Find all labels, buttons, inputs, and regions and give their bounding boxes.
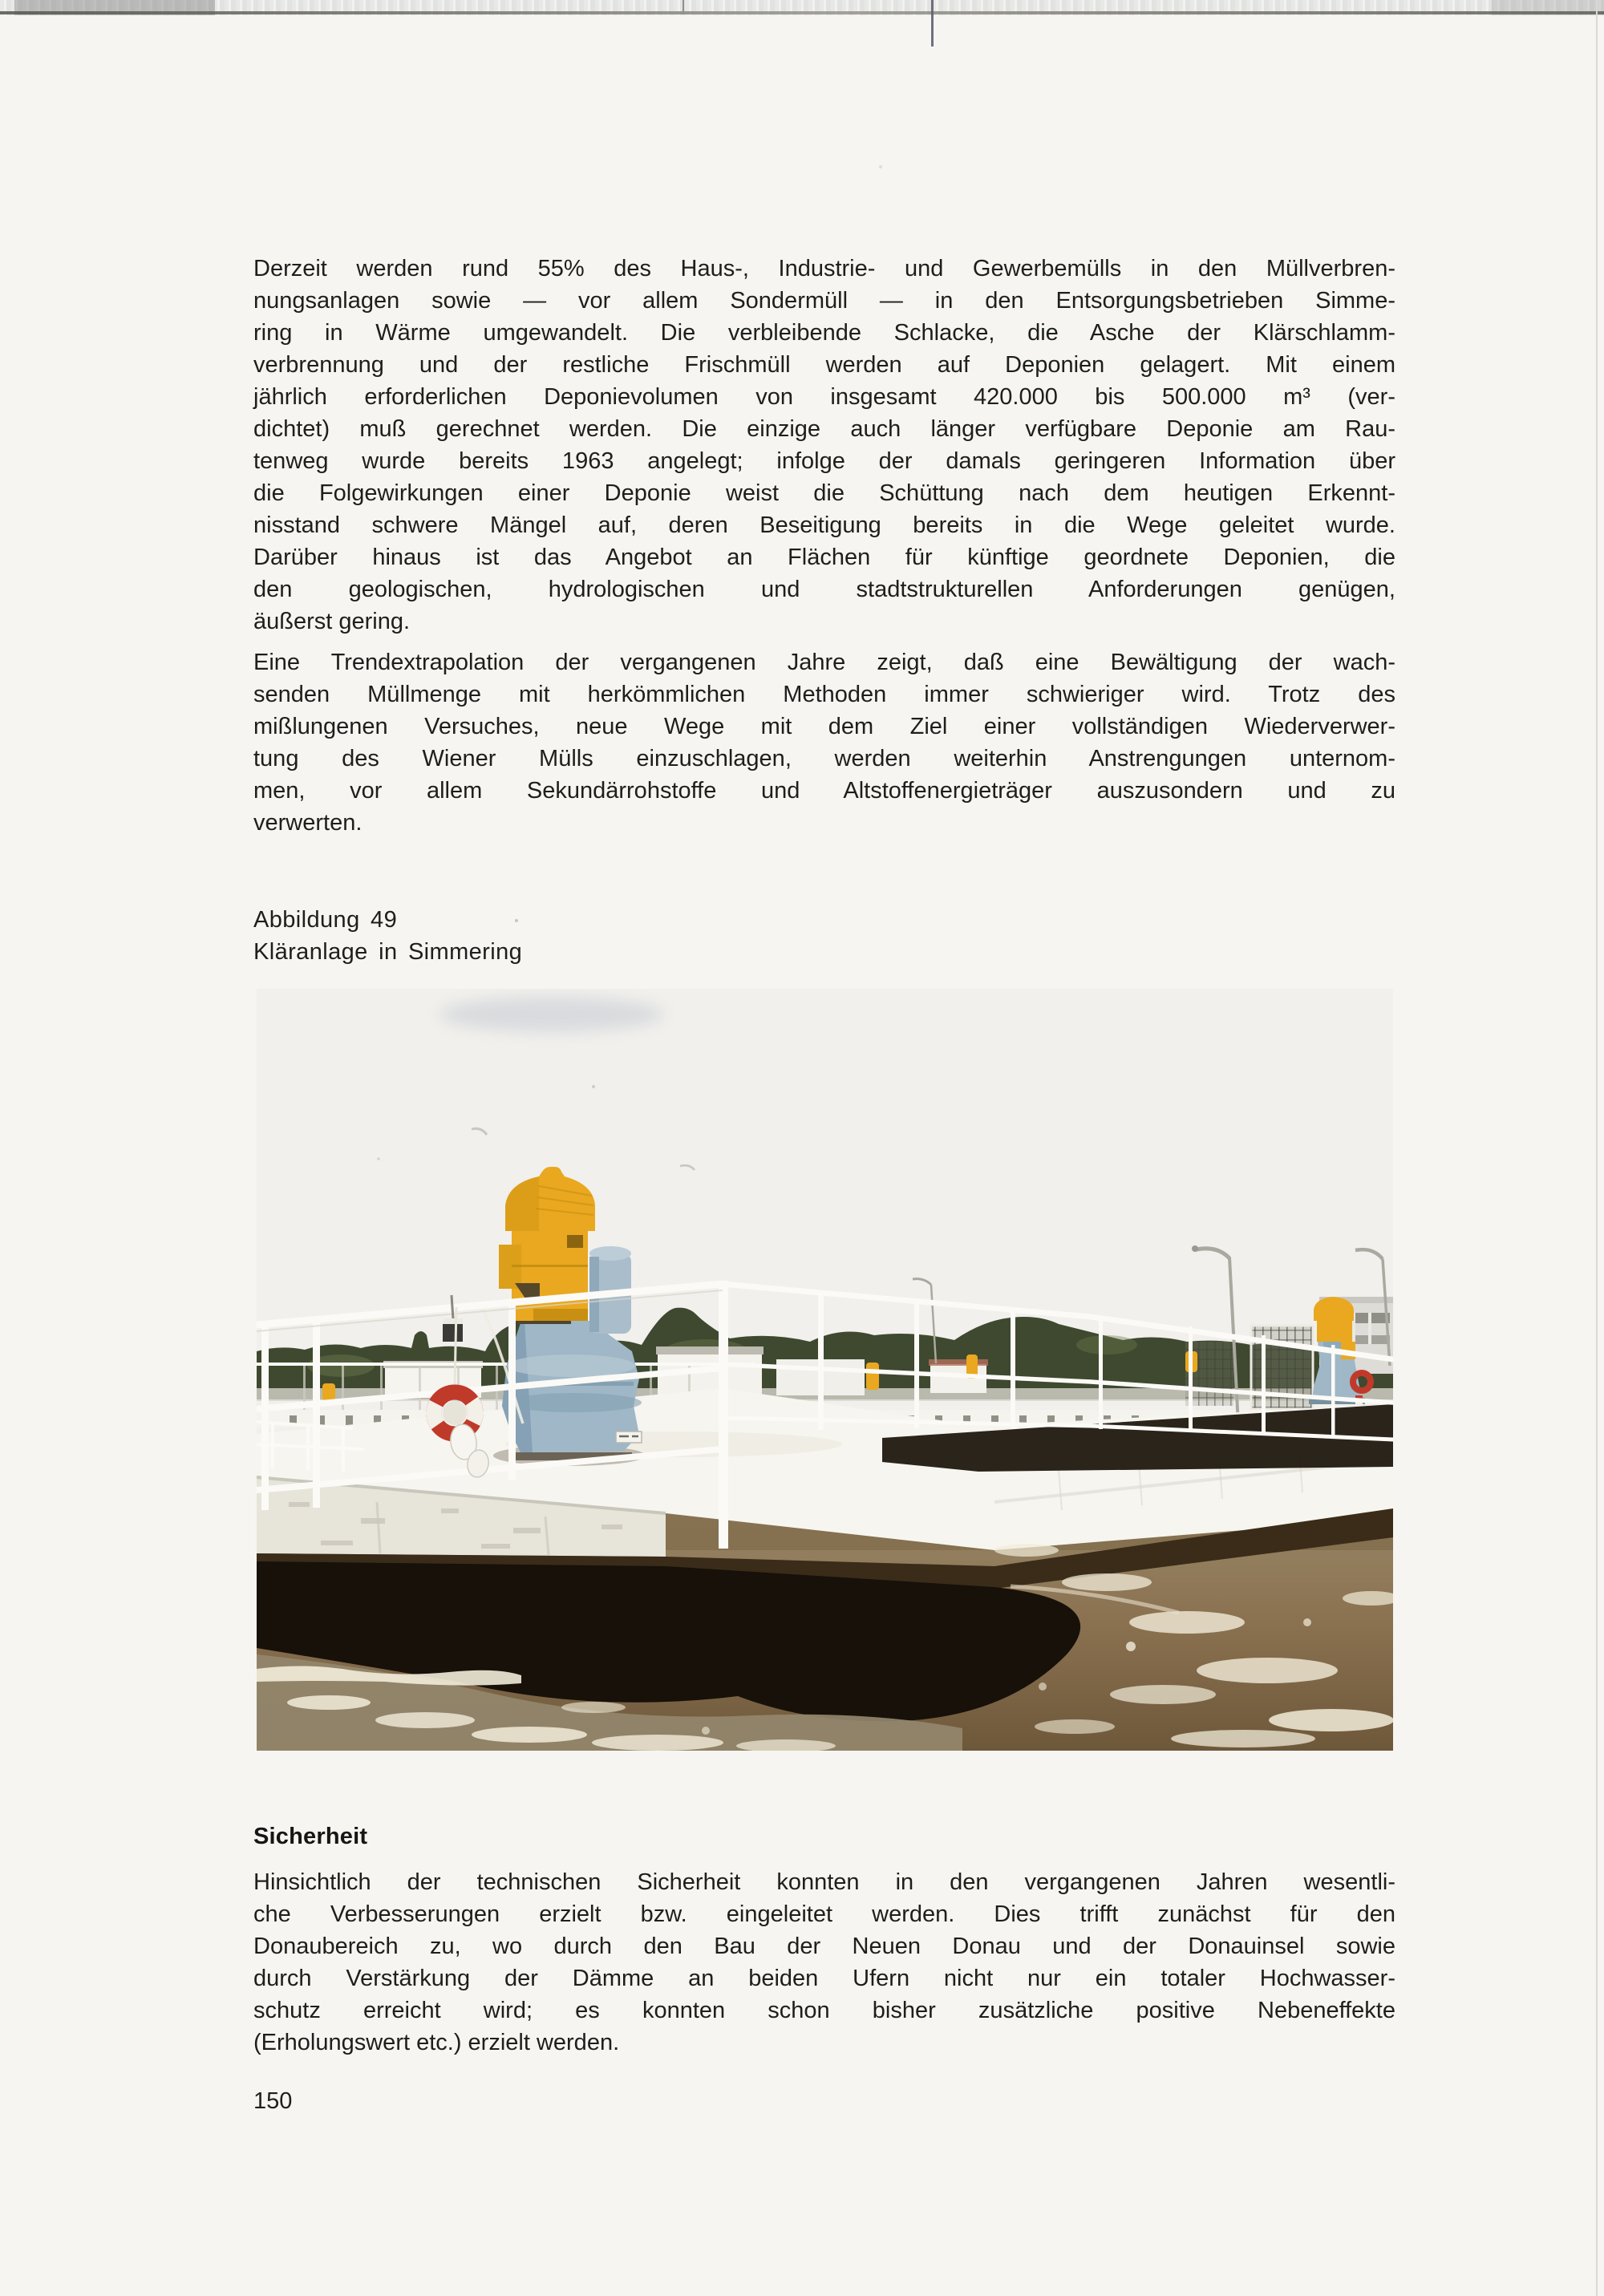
text-line: tenweg wurde bereits 1963 angelegt; infolge der damals geringeren Information über: [253, 448, 1395, 474]
text-line: Hinsichtlich der technischen Sicherheit konnten in den vergangenen Jahren wesentli-: [253, 1869, 1395, 1895]
text-line: Derzeit werden rund 55% des Haus-, Industrie- und Gewerbemülls in den Müllverbren-: [253, 256, 1395, 281]
text-line: senden Müllmenge mit herkömmlichen Methoden immer schwieriger wird. Trotz des: [253, 682, 1395, 707]
figure-caption: [253, 904, 522, 968]
dust-speck: [879, 165, 882, 168]
text-line: tung des Wiener Mülls einzuschlagen, werden weiterhin Anstrengungen unternom-: [253, 746, 1395, 771]
text-line: men, vor allem Sekundärrohstoffe und Altstoffenergieträger auszusondern und zu: [253, 778, 1395, 804]
text-line: (Erholungswert etc.) erzielt werden.: [253, 2030, 620, 2055]
text-line: jährlich erforderlichen Deponievolumen von insgesamt 420.000 bis 500.000 m³ (ver-: [253, 384, 1395, 410]
text-line: verbrennung und der restliche Frischmüll werden auf Deponien gelagert. Mit einem: [253, 352, 1395, 378]
photo-klaeranlage-simmering: [257, 989, 1393, 1751]
paragraph-2: [253, 646, 1395, 839]
scan-page-edge-right: [1596, 0, 1598, 2296]
text-line: die Folgewirkungen einer Deponie weist die Schüttung nach dem heutigen Erkennt-: [253, 480, 1395, 506]
corner-post: [719, 1281, 728, 1549]
text-line: durch Verstärkung der Dämme an beiden Ufern nicht nur ein totaler Hochwasser-: [253, 1966, 1395, 1991]
figure-label: Abbildung 49: [253, 907, 398, 933]
lifebuoy-rope: [455, 1307, 456, 1387]
text-line: verwerten.: [253, 810, 363, 836]
scan-edge-band: [0, 0, 1604, 15]
text-line: Darüber hinaus ist das Angebot an Flächen für künftige geordnete Deponien, die: [253, 545, 1395, 570]
text-line: ring in Wärme umgewandelt. Die verbleibende Schlacke, die Asche der Klärschlamm-: [253, 320, 1395, 346]
text-line: Donaubereich zu, wo durch den Bau der Neuen Donau und der Donauinsel sowie: [253, 1934, 1395, 1959]
text-line: mißlungenen Versuches, neue Wege mit dem Ziel einer vollständigen Wiederverwer-: [253, 714, 1395, 739]
section-heading: Sicherheit: [253, 1824, 368, 1849]
page-number: 150: [253, 2088, 293, 2114]
text-line: nungsanlagen sowie — vor allem Sondermüll — in den Entsorgungsbetrieben Simme-: [253, 288, 1395, 314]
scan-edge-line: [0, 11, 1604, 14]
text-line: Eine Trendextrapolation der vergangenen Jahre zeigt, daß eine Bewältigung der wach-: [253, 650, 1395, 675]
figure-title: Kläranlage in Simmering: [253, 939, 523, 965]
text-line: dichtet) muß gerechnet werden. Die einzige auch länger verfügbare Deponie am Rau-: [253, 416, 1395, 442]
text-line: äußerst gering.: [253, 609, 411, 634]
paragraph-1: [253, 253, 1395, 638]
scan-scratch-short: [683, 0, 684, 14]
text-line: nisstand schwere Mängel auf, deren Beseitigung bereits in die Wege geleitet wurde.: [253, 512, 1395, 538]
paragraph-3: [253, 1866, 1395, 2059]
text-line: den geologischen, hydrologischen und stadtstrukturellen Anforderungen genügen,: [253, 577, 1395, 602]
sky-smudge: [439, 997, 664, 1032]
scan-scratch-long: [931, 0, 934, 47]
text-line: che Verbesserungen erzielt bzw. eingeleitet werden. Dies trifft zunächst für den: [253, 1901, 1395, 1927]
text-line: schutz erreicht wird; es konnten schon bisher zusätzliche positive Nebeneffekte: [253, 1998, 1395, 2023]
